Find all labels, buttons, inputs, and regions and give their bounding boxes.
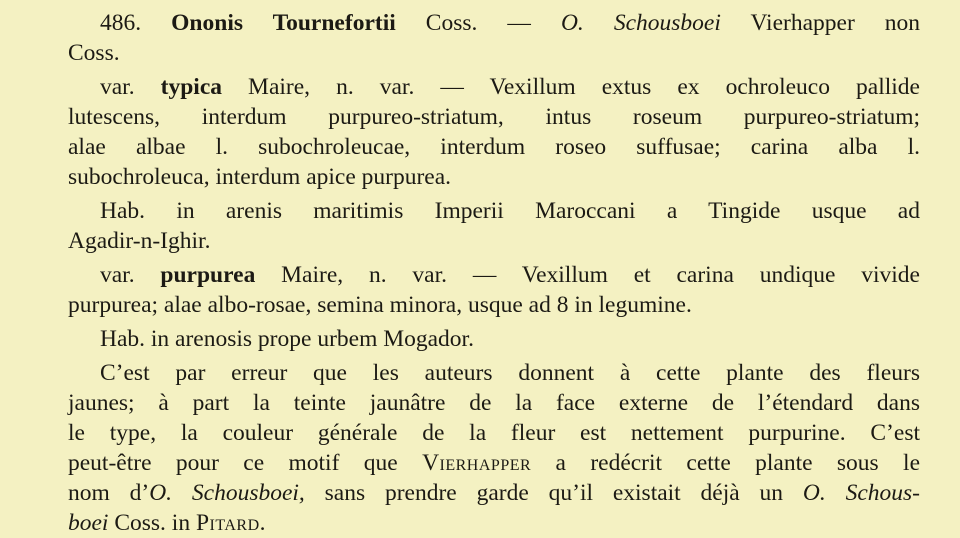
commentary-line-6 <box>68 508 920 538</box>
commentary-line-2: jaunes; à part la teinte jaunâtre de la face externe de l’étendard dans <box>68 390 920 416</box>
entry-number: 486. <box>100 10 142 36</box>
variety-purpurea <box>68 260 920 320</box>
synonym-author: Vierhapper non <box>750 10 921 36</box>
variety-purpurea-line-2: purpurea; alae albo-rosae, semina minora, usque ad 8 in legumine. <box>68 292 692 318</box>
commentary-text: a redécrit cette plante sous le <box>531 450 921 476</box>
variety-typica-line-4: subochroleuca, interdum apice purpurea. <box>68 164 452 190</box>
variety-prefix: var. <box>100 262 135 288</box>
synonym-italic: O. Schousboei, <box>149 480 305 506</box>
variety-name-typica: typica <box>160 74 222 100</box>
variety-prefix: var. <box>100 74 135 100</box>
commentary-text: peut-être pour ce motif que <box>68 450 423 476</box>
commentary-text: sans prendre garde qu’il existait déjà un <box>304 480 803 506</box>
variety-typica-line-3: alae albae l. subochroleucae, interdum roseo suffusae; carina alba l. <box>68 134 920 160</box>
synonym-italic: O. Schous- <box>802 480 920 506</box>
commentary-line-5 <box>68 478 920 508</box>
commentary-text: . <box>259 510 266 536</box>
habitat-typica-line-1: Hab. in arenis maritimis Imperii Maroccani a Tingide usque ad <box>100 198 920 224</box>
habitat-purpurea-line: Hab. in arenosis prope urbem Mogador. <box>100 326 474 352</box>
variety-typica-line-2: lutescens, interdum purpureo-striatum, intus roseum purpureo-striatum; <box>68 104 920 130</box>
species-heading-line <box>68 8 920 38</box>
species-author: Coss. — <box>425 10 531 36</box>
synonym-italic: boei <box>68 510 109 536</box>
variety-typica-text: Maire, n. var. — Vexillum extus ex ochroleuco pallide <box>222 74 920 100</box>
variety-name-purpurea: purpurea <box>160 262 256 288</box>
habitat-purpurea <box>68 324 920 354</box>
habitat-typica-line-2: Agadir-n-Ighir. <box>68 228 211 254</box>
author-vierhapper: Vierhapper <box>422 450 532 476</box>
author-pitard: Pitard <box>195 510 260 536</box>
habitat-typica <box>68 196 920 256</box>
species-heading-line-2: Coss. <box>68 40 120 66</box>
commentary-text: Coss. in <box>108 510 196 536</box>
species-name: Ononis Tournefortii <box>171 10 396 36</box>
variety-typica <box>68 72 920 192</box>
commentary-line-3: le type, la couleur générale de la fleur est nettement purpurine. C’est <box>68 420 920 446</box>
commentary-line-4 <box>68 448 920 478</box>
species-entry <box>68 8 920 68</box>
commentary-line-1: C’est par erreur que les auteurs donnent à cette plante des fleurs <box>100 360 920 386</box>
commentary <box>68 358 920 538</box>
synonym-name: O. Schousboei <box>560 10 721 36</box>
commentary-text: nom d’ <box>68 480 150 506</box>
variety-typica-line-1 <box>68 72 920 102</box>
variety-purpurea-text: Maire, n. var. — Vexillum et carina undique vivide <box>255 262 920 288</box>
variety-purpurea-line-1 <box>68 260 920 290</box>
